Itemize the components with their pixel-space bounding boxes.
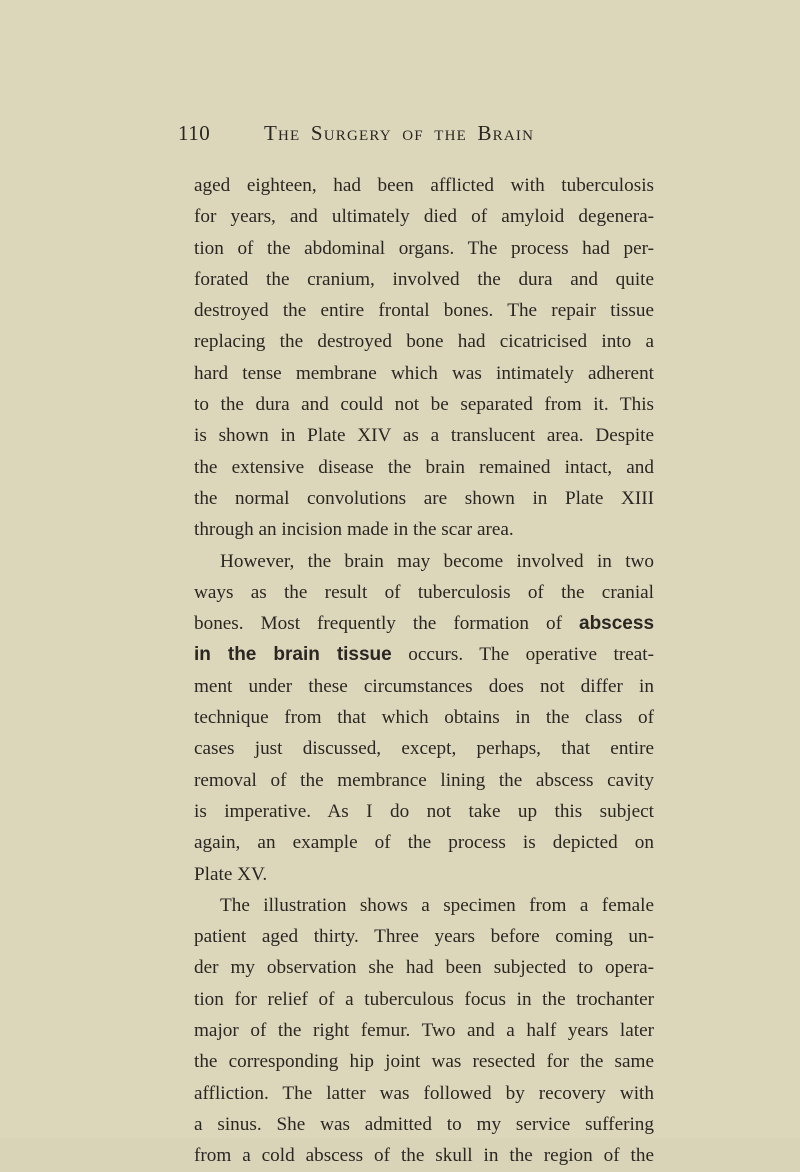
text-line: The illustration shows a specimen from a female bbox=[220, 894, 654, 916]
bold-term: abscess bbox=[579, 613, 655, 635]
text-line: cases just discussed, except, perhaps, that entire bbox=[194, 738, 654, 760]
text-line: removal of the membrance lining the abscess cavity bbox=[194, 769, 654, 791]
text-line: again, an example of the process is depicted on bbox=[194, 832, 654, 854]
text-line: Plate XV. bbox=[194, 863, 268, 885]
text-line: patient aged thirty. Three years before coming un- bbox=[194, 926, 654, 948]
text-line bbox=[194, 639, 654, 670]
text-line: the corresponding hip joint was resected for the same bbox=[194, 1051, 654, 1073]
text-line: to the dura and could not be separated from it. This bbox=[194, 394, 654, 416]
text-line: for years, and ultimately died of amyloid degenera- bbox=[194, 206, 654, 228]
text-line: forated the cranium, involved the dura and quite bbox=[194, 268, 654, 290]
text-line bbox=[194, 608, 654, 639]
running-title: The Surgery of the Brain bbox=[264, 121, 535, 145]
text-line: However, the brain may become involved in two bbox=[220, 550, 654, 572]
text-line: hard tense membrane which was intimately adherent bbox=[194, 362, 654, 384]
text-line: tion for relief of a tuberculous focus in the trochanter bbox=[194, 988, 654, 1010]
text-line: from a cold abscess of the skull in the region of the bbox=[194, 1145, 654, 1167]
text-line: major of the right femur. Two and a half years later bbox=[194, 1020, 654, 1042]
bold-term: in the brain tissue bbox=[194, 644, 392, 666]
text-line: a sinus. She was admitted to my service suffering bbox=[194, 1113, 654, 1135]
text-line: affliction. The latter was followed by recovery with bbox=[194, 1082, 654, 1104]
text-line: ways as the result of tuberculosis of the cranial bbox=[194, 581, 654, 603]
text-line: the extensive disease the brain remained intact, and bbox=[194, 456, 654, 478]
text-line: ment under these circumstances does not differ in bbox=[194, 675, 654, 697]
text-line: is imperative. As I do not take up this subject bbox=[194, 800, 654, 822]
text-line: technique from that which obtains in the class of bbox=[194, 707, 654, 729]
running-head bbox=[178, 121, 658, 149]
text-line: through an incision made in the scar area. bbox=[194, 519, 514, 541]
text-fragment: occurs. The operative treat- bbox=[408, 644, 654, 666]
text-line: aged eighteen, had been afflicted with tuberculosis bbox=[194, 175, 654, 196]
body-text bbox=[194, 170, 654, 1172]
text-line: replacing the destroyed bone had cicatricised into a bbox=[194, 331, 654, 353]
text-line: is shown in Plate XIV as a translucent area. Despite bbox=[194, 425, 654, 447]
text-line: destroyed the entire frontal bones. The repair tissue bbox=[194, 300, 654, 322]
page-number: 110 bbox=[178, 121, 211, 145]
text-fragment: bones. Most frequently the formation of bbox=[194, 613, 562, 635]
text-line: der my observation she had been subjected to opera- bbox=[194, 957, 654, 979]
text-line: tion of the abdominal organs. The process had per- bbox=[194, 237, 654, 259]
text-line: the normal convolutions are shown in Plate XIII bbox=[194, 487, 654, 509]
